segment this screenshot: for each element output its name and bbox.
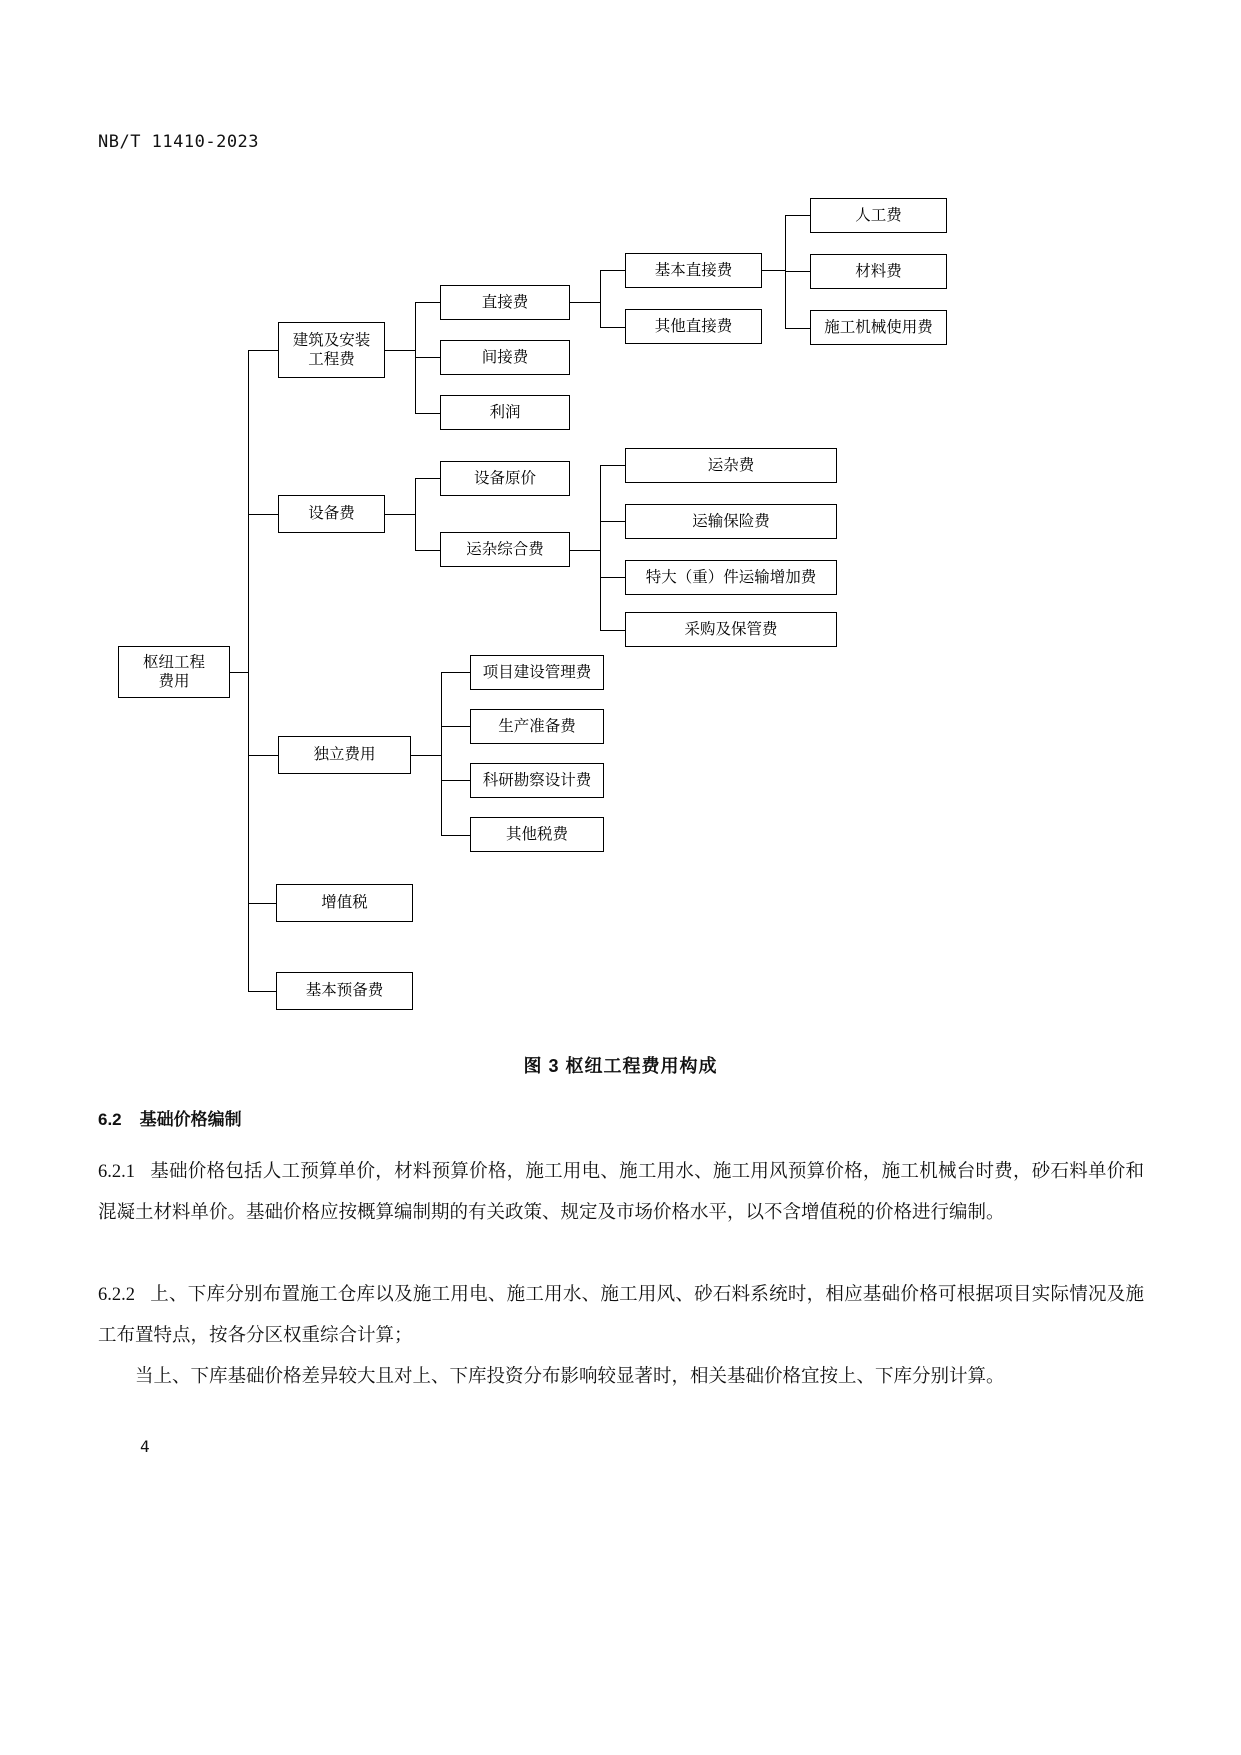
connector-transport-out <box>570 550 600 551</box>
node-indirect-fee: 间接费 <box>440 340 570 375</box>
connector-trunk-to-construction <box>248 350 278 351</box>
paragraph-number-6-2-1: 6.2.1 <box>98 1162 135 1182</box>
connector-trunk-to-vat <box>248 903 276 904</box>
paragraph-6-2-1 <box>98 1152 1144 1234</box>
node-transport-comprehensive-fee: 运杂综合费 <box>440 532 570 567</box>
node-basic-reserve-fee: 基本预备费 <box>276 972 413 1010</box>
node-basic-direct-fee: 基本直接费 <box>625 253 762 288</box>
node-project-management-fee: 项目建设管理费 <box>470 655 604 690</box>
node-vat: 增值税 <box>276 884 413 922</box>
connector-basic-to-material <box>785 271 810 272</box>
page-number: 4 <box>140 1437 150 1456</box>
section-heading <box>98 1105 242 1130</box>
paragraph-text-6-2-2: 上、下库分别布置施工仓库以及施工用电、施工用水、施工用风、砂石料系统时，相应基础价格可根据项目实际情况及施工布置特点，按各分区权重综合计算； <box>98 1285 1144 1346</box>
connector-trunk-to-reserve <box>248 991 276 992</box>
connector-construction-out <box>385 350 415 351</box>
node-root: 枢纽工程 费用 <box>118 646 230 698</box>
paragraph-number-6-2-2: 6.2.2 <box>98 1285 135 1305</box>
paragraph-text-6-2-1: 基础价格包括人工预算单价，材料预算价格，施工用电、施工用水、施工用风预算价格，施工机械台时费，砂石料单价和混凝土材料单价。基础价格应按概算编制期的有关政策、规定及市场价格水平，以不含增值税的价格进行编制。 <box>98 1162 1144 1223</box>
node-equipment-original-price: 设备原价 <box>440 461 570 496</box>
connector-independent-to-management <box>441 672 470 673</box>
connector-direct-to-other <box>600 327 625 328</box>
paragraph-text-continuation: 当上、下库基础价格差异较大且对上、下库投资分布影响较显著时，相关基础价格宜按上、下库分别计算。 <box>135 1367 1005 1387</box>
connector-equipment-to-original <box>415 478 440 479</box>
connector-trunk-to-independent <box>248 755 278 756</box>
connector-basic-direct-out <box>762 270 785 271</box>
connector-equipment-out <box>385 514 415 515</box>
connector-transport-to-insurance <box>600 521 625 522</box>
connector-transport-to-procurement <box>600 630 625 631</box>
connector-transport-to-oversize <box>600 577 625 578</box>
cost-structure-diagram <box>0 170 1241 1050</box>
connector-root-out <box>230 672 248 673</box>
node-production-preparation-fee: 生产准备费 <box>470 709 604 744</box>
connector-independent-to-other-taxes <box>441 835 470 836</box>
connector-direct-out <box>570 302 600 303</box>
connector-transport-bus <box>600 465 601 630</box>
node-procurement-storage-fee: 采购及保管费 <box>625 612 837 647</box>
section-number: 6.2 <box>98 1110 122 1129</box>
figure-caption: 图 3 枢纽工程费用构成 <box>523 1056 718 1076</box>
node-other-direct-fee: 其他直接费 <box>625 309 762 344</box>
node-transport-insurance-fee: 运输保险费 <box>625 504 837 539</box>
connector-trunk-vertical <box>248 350 249 991</box>
node-equipment-fee: 设备费 <box>278 495 385 533</box>
node-machinery-usage-fee: 施工机械使用费 <box>810 310 947 345</box>
node-other-taxes: 其他税费 <box>470 817 604 852</box>
connector-independent-out <box>411 755 441 756</box>
node-independent-fee: 独立费用 <box>278 736 411 774</box>
node-oversize-transport-surcharge: 特大（重）件运输增加费 <box>625 560 837 595</box>
connector-construction-to-direct <box>415 302 440 303</box>
connector-direct-bus <box>600 270 601 327</box>
connector-basic-to-machinery <box>785 328 810 329</box>
connector-direct-to-basic <box>600 270 625 271</box>
section-title: 基础价格编制 <box>139 1110 242 1129</box>
connector-basic-to-labor <box>785 215 810 216</box>
node-transport-misc-fee: 运杂费 <box>625 448 837 483</box>
paragraph-6-2-2 <box>98 1275 1144 1357</box>
connector-construction-to-profit <box>415 413 440 414</box>
node-material-fee: 材料费 <box>810 254 947 289</box>
node-research-survey-design-fee: 科研勘察设计费 <box>470 763 604 798</box>
paragraph-continuation <box>98 1357 1144 1398</box>
connector-equipment-bus <box>415 478 416 550</box>
node-direct-fee: 直接费 <box>440 285 570 320</box>
node-construction-install-fee: 建筑及安装 工程费 <box>278 322 385 378</box>
standard-code-header: NB/T 11410-2023 <box>98 132 260 152</box>
node-profit: 利润 <box>440 395 570 430</box>
connector-independent-to-research <box>441 780 470 781</box>
connector-independent-to-preparation <box>441 726 470 727</box>
connector-trunk-to-equipment <box>248 514 278 515</box>
connector-transport-to-misc <box>600 465 625 466</box>
connector-equipment-to-transport <box>415 550 440 551</box>
connector-independent-bus <box>441 672 442 835</box>
node-labor-fee: 人工费 <box>810 198 947 233</box>
connector-construction-to-indirect <box>415 357 440 358</box>
